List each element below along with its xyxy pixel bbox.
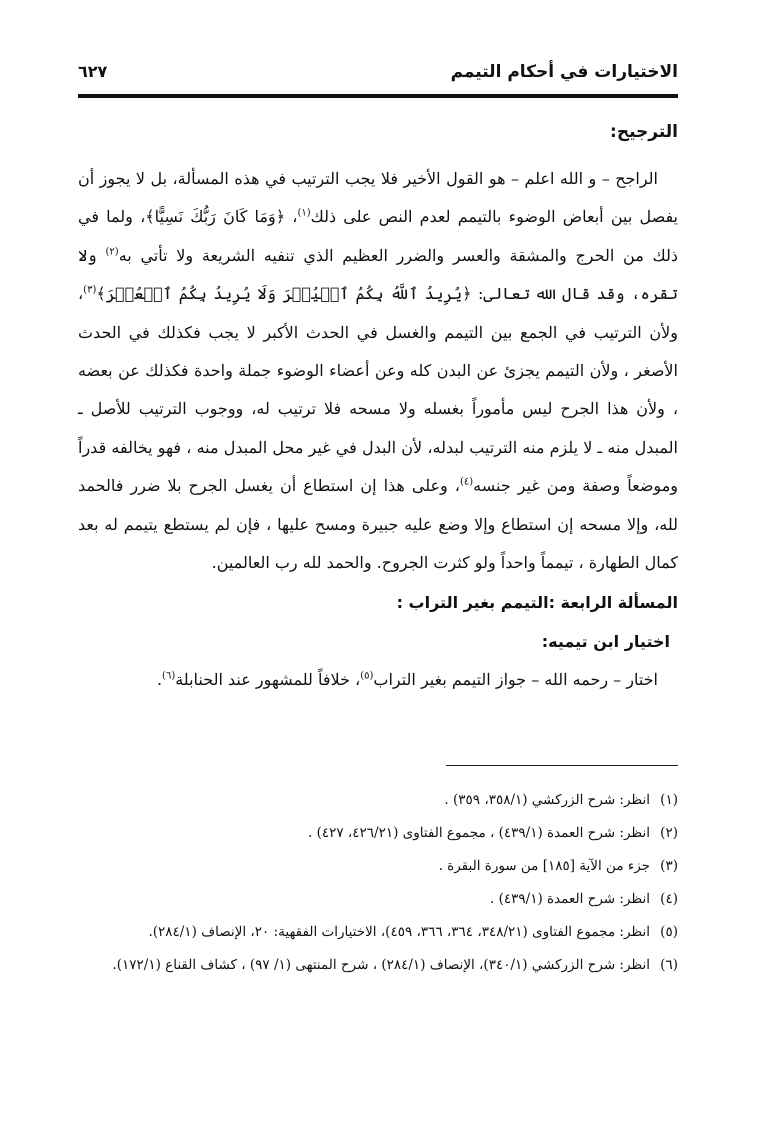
tarjih-text-3: ولا تقره، وقد قال الله تعالى: ﴿يُرِيدُ ٱللَّهُ بِكُمُ ٱلۡيُسۡرَ وَلَا يُرِيدُ بِكُمُ ٱلۡعُسۡرَ﴾ bbox=[78, 245, 678, 304]
choice-text-2: ، خلافاً للمشهور عند الحنابلة bbox=[175, 670, 361, 690]
footnote-5 bbox=[78, 916, 678, 949]
footnote-2 bbox=[78, 817, 678, 850]
footnote-number: (٢) bbox=[660, 825, 678, 841]
tarjih-heading: الترجيح: bbox=[610, 122, 678, 142]
tarjih-text: الراجح – و الله اعلم – هو القول الأخير فلا يجب الترتيب في هذه المسألة، بل لا يجوز أن يفصل بين أبعاض الوضوء بالتيمم لعدم النص على ذلك bbox=[78, 169, 679, 227]
choice-text-3: . bbox=[156, 670, 163, 690]
page-number: ٦٢٧ bbox=[78, 62, 108, 81]
running-header bbox=[78, 62, 678, 92]
footnote-4 bbox=[78, 883, 678, 916]
footnote-ref-3: (٣) bbox=[83, 284, 97, 296]
footnote-text: انظر: شرح الزركشي (٣٥٨/١، ٣٥٩) . bbox=[444, 792, 650, 808]
issue-heading: المسألة الرابعة :التيمم بغير التراب : bbox=[396, 593, 678, 613]
footnote-text: جزء من الآية [١٨٥] من سورة البقرة . bbox=[438, 858, 650, 874]
running-title: الاختيارات في أحكام التيمم bbox=[450, 62, 678, 82]
header-rule bbox=[78, 94, 678, 98]
footnote-number: (٦) bbox=[660, 957, 678, 973]
footnote-text: انظر: شرح الزركشي (٣٤٠/١)، الإنصاف (٢٨٤/١) ، شرح المنتهى (١/ ٩٧) ، كشاف القناع (١٧٢/١). bbox=[112, 957, 650, 973]
footnote-text: انظر: شرح العمدة (٤٣٩/١) . bbox=[490, 891, 650, 907]
footnote-ref-6: (٦) bbox=[162, 670, 176, 682]
footnotes bbox=[78, 784, 678, 982]
footnote-6 bbox=[78, 949, 678, 982]
tarjih-text-4: ، ولأن الترتيب في الجمع بين التيمم والغسل في الحدث الأكبر لا يجب فكذلك في الحدث الأصغر ، ولأن التيمم يجزئ عن البدن كله وعن أعضاء الوضوء جملة واحدة فكذلك عن بعضه ، ولأن هذا الجرح ليس مأموراً بغسله ولا مسحه فلا ترتيب له، ووجوب الترتيب للأصل ـ المبدل منه ـ لا يلزم منه الترتيب لبدله، لأن البدل في غير محل المبدل منه ، فهو يخالفه قدراً وموضعاً وصفة ومن غير جنسه bbox=[78, 284, 679, 496]
footnote-ref-4: (٤) bbox=[459, 476, 474, 488]
footnote-ref-5: (٥) bbox=[360, 670, 374, 682]
footnote-number: (٤) bbox=[660, 891, 678, 907]
footnote-ref-1: (١) bbox=[297, 208, 311, 220]
footnote-text: انظر: مجموع الفتاوى (٣٤٨/٢١، ٣٦٤، ٣٦٦، ٤٥٩)، الاختيارات الفقهية: ٢٠، الإنصاف (٢٨٤/١). bbox=[148, 924, 650, 940]
tarjih-text-2: ، ﴿وَمَا كَانَ رَبُّكَ نَسِيًّا﴾، ولما في ذلك من الحرج والمشقة والعسر والضرر العظيم الذي تنفيه الشريعة ولا تأتي به bbox=[78, 207, 678, 265]
footnote-number: (١) bbox=[660, 792, 678, 808]
choice-text: اختار – رحمه الله – جواز التيمم بغير التراب bbox=[373, 670, 658, 690]
tarjih-text-5: ، وعلى هذا إن استطاع أن يغسل الجرح بلا ضرر فالحمد لله، وإلا مسحه إن استطاع وإلا وضع عليه جبيرة ومسح عليها ، فإن لم يستطع يتيمم له بعد كمال الطهارة ، تيمماً واحداً ولو كثرت الجروح. والحمد لله رب العالمين. bbox=[78, 476, 678, 573]
choice-paragraph bbox=[78, 661, 678, 699]
footnote-number: (٥) bbox=[660, 924, 678, 940]
main-text bbox=[78, 160, 678, 700]
footnote-number: (٣) bbox=[660, 858, 678, 874]
footnote-1 bbox=[78, 784, 678, 817]
footnote-3 bbox=[78, 850, 678, 883]
footnote-separator bbox=[446, 765, 678, 766]
footnote-text: انظر: شرح العمدة (٤٣٩/١) ، مجموع الفتاوى (٤٢٦/٢١، ٤٢٧) . bbox=[307, 825, 650, 841]
footnote-ref-2: (٢) bbox=[105, 246, 119, 258]
tarjih-paragraph bbox=[78, 160, 678, 582]
ibn-taymiyya-heading: اختيار ابن تيميه: bbox=[541, 631, 670, 651]
